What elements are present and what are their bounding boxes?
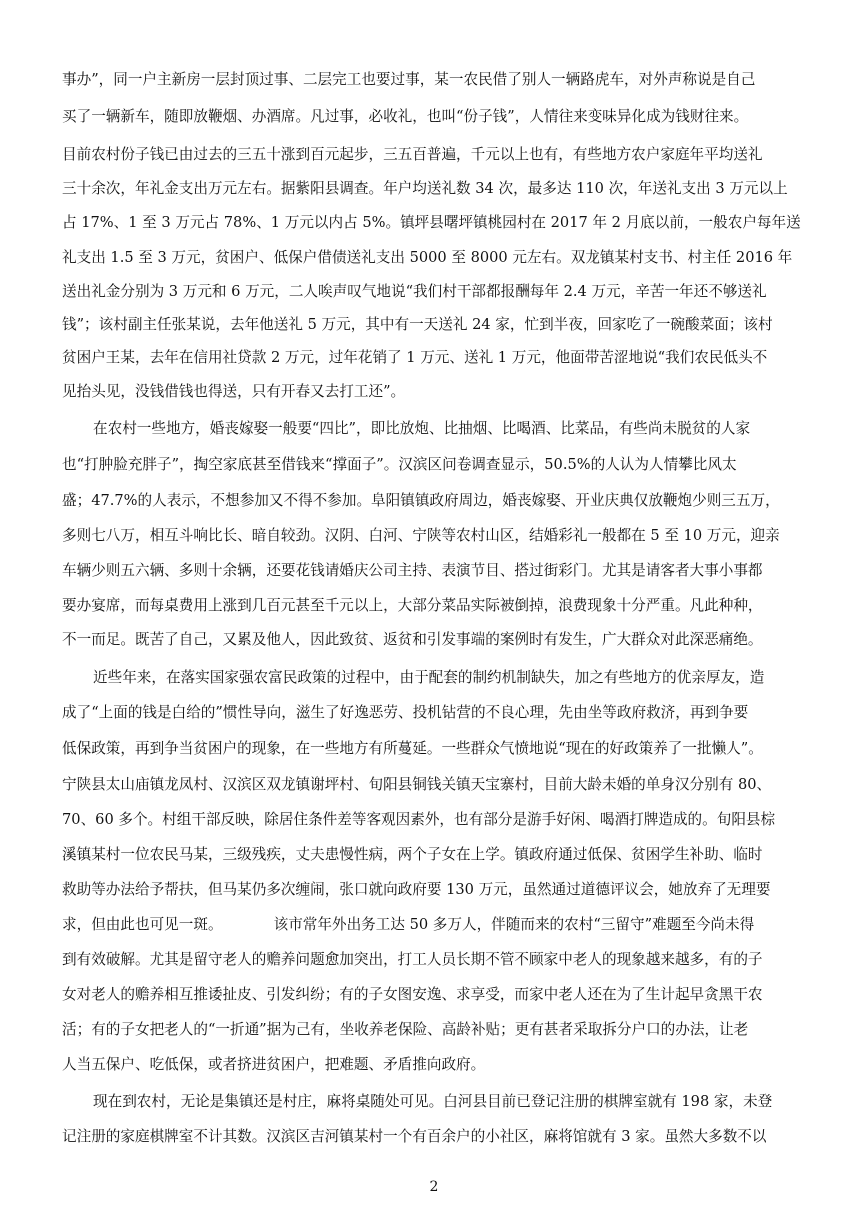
text-line: 低保政策，再到争当贫困户的现象，在一些地方有所蔓延。一些群众气愤地说“现在的好政策养了一批懒人”。 xyxy=(62,740,763,757)
text-line: 买了一辆新车，随即放鞭烟、办酒席。凡过事，必收礼，也叫“份子钱”，人情往来变味异化成为钱财往来。 xyxy=(62,108,749,125)
text-line: 事办”，同一户主新房一层封顶过事、二层完工也要过事，某一农民借了别人一辆路虎车，对外声称说是自己 xyxy=(62,71,756,88)
text-line: 70、60 多个。村组干部反映，除居住条件差等客观因素外，也有部分是游手好闲、喝酒打牌造成的。旬阳县棕 xyxy=(62,811,776,828)
text-line-indented: 近些年来，在落实国家强农富民政策的过程中，由于配套的制约机制缺失，加之有些地方的优亲厚友，造 xyxy=(93,669,765,686)
text-line: 占 17%、1 至 3 万元占 78%、1 万元以内占 5%。镇坪县曙坪镇桃园村在 2017 年 2 月底以前，一般农户每年送 xyxy=(62,214,801,231)
text-line: 盛；47.7%的人表示，不想参加又不得不参加。阜阳镇镇政府周边，婚丧嫁娶、开业庆典仅放鞭炮少则三五万， xyxy=(62,492,780,509)
text-line: 三十余次，年礼金支出万元左右。据紫阳县调查。年户均送礼数 34 次，最多达 110 次，年送礼支出 3 万元以上 xyxy=(62,180,788,197)
text-line-indented: 在农村一些地方，婚丧嫁娶一般要“四比”，即比放炮、比抽烟、比喝酒、比菜品，有些尚未脱贫的人家 xyxy=(93,420,751,437)
text-line: 到有效破解。尤其是留守老人的赡养问题愈加突出，打工人员长期不管不顾家中老人的现象越来越多，有的子 xyxy=(62,951,763,968)
text-line: 活；有的子女把老人的“一折通”据为己有，坐收养老保险、高龄补贴；更有甚者采取拆分户口的办法，让老 xyxy=(62,1021,749,1038)
text-line: 成了“上面的钱是白给的”惯性导向，滋生了好逸恶劳、投机钻营的不良心理，先由坐等政府救济，再到争要 xyxy=(62,704,749,721)
page-number: 2 xyxy=(429,1179,439,1195)
text-line: 贫困户王某，去年在信用社贷款 2 万元，过年花销了 1 万元、送礼 1 万元，他面带苦涩地说“我们农民低头不 xyxy=(62,349,768,366)
text-line: 要办宴席，而每桌费用上涨到几百元甚至千元以上，大部分菜品实际被倒掉，浪费现象十分严重。凡此种种， xyxy=(62,597,763,614)
text-line: 救助等办法给予帮扶，但马某仍多次缠闹，张口就向政府要 130 万元，虽然通过道德评议会，她放弃了无理要 xyxy=(62,881,771,898)
text-line: 送出礼金分别为 3 万元和 6 万元，二人唉声叹气地说“我们村干部都报酬每年 2.4 万元，辛苦一年还不够送礼 xyxy=(62,283,767,300)
text-line-indented: 现在到农村，无论是集镇还是村庄，麻将桌随处可见。白河县目前已登记注册的棋牌室就有 198 家，未登 xyxy=(93,1093,773,1110)
text-line: 不一而足。既苦了自己，又累及他人，因此致贫、返贫和引发事端的案例时有发生，广大群众对此深恶痛绝。 xyxy=(62,631,763,648)
text-line: 记注册的家庭棋牌室不计其数。汉滨区吉河镇某村一个有百余户的小社区，麻将馆就有 3 家。虽然大多数不以 xyxy=(62,1128,767,1145)
text-line: 见抬头见，没钱借钱也得送，只有开春又去打工还”。 xyxy=(62,383,406,400)
text-line: 车辆少则五六辆、多则十余辆，还要花钱请婚庆公司主持、表演节目、搭过街彩门。尤其是请客者大事小事都 xyxy=(62,562,763,579)
text-line: 也“打肿脸充胖子”，掏空家底甚至借钱来“撑面子”。汉滨区问卷调查显示，50.5%的人认为人情攀比风太 xyxy=(62,456,737,473)
text-line: 宁陕县太山庙镇龙凤村、汉滨区双龙镇谢坪村、旬阳县铜钱关镇天宝寨村，目前大龄未婚的单身汉分别有 80、 xyxy=(62,776,772,793)
text-line: 多则七八万，相互斗响比长、暗自较劲。汉阴、白河、宁陕等农村山区，结婚彩礼一般都在 5 至 10 万元，迎亲 xyxy=(62,527,780,544)
text-line: 溪镇某村一位农民马某，三级残疾，丈夫患慢性病，两个子女在上学。镇政府通过低保、贫困学生补助、临时 xyxy=(62,846,763,863)
text-line: 钱”；该村副主任张某说，去年他送礼 5 万元，其中有一天送礼 24 家，忙到半夜，回家吃了一碗酸菜面；该村 xyxy=(62,316,773,333)
text-line: 礼支出 1.5 至 3 万元，贫困户、低保户借债送礼支出 5000 至 8000 元左右。双龙镇某村支书、村主任 2016 年 xyxy=(62,249,793,266)
text-line: 女对老人的赡养相互推诿扯皮、引发纠纷；有的子女图安逸、求享受，而家中老人还在为了生计起早贪黑干农 xyxy=(62,986,763,1003)
text-line: 求，但由此也可见一斑。 该市常年外出务工达 50 多万人，伴随而来的农村“三留守”难题至今尚未得 xyxy=(62,916,755,933)
text-line: 目前农村份子钱已由过去的三五十涨到百元起步，三五百普遍，千元以上也有，有些地方农户家庭年平均送礼 xyxy=(62,146,763,163)
text-line: 人当五保户、吃低保，或者挤进贫困户，把难题、矛盾推向政府。 xyxy=(62,1056,486,1073)
